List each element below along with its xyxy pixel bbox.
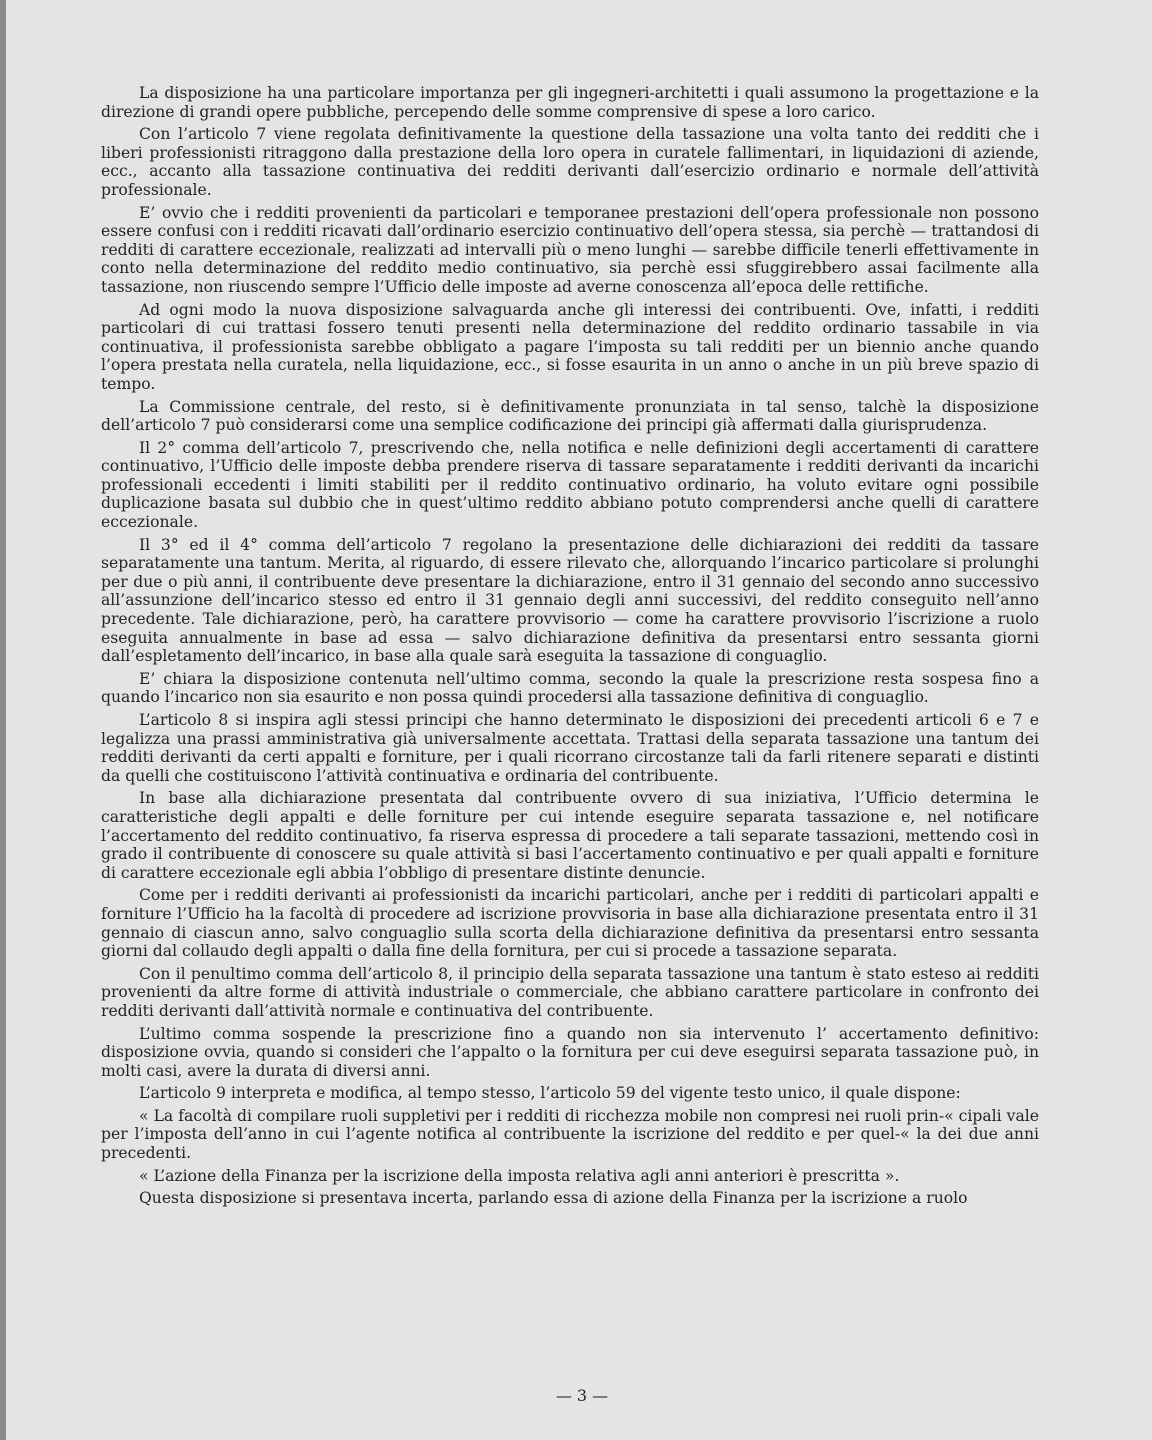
paragraph: L’articolo 8 si inspira agli stessi principi che hanno determinato le disposizioni dei precedenti articoli 6 e 7 e legalizza una prassi amministrativa già universalmente accettata. Trattasi della separata tassazione una tantum dei redditi derivanti da certi appalti e forniture, per i quali ricorrano circostanze tali da farli ritenere separati e distinti da quelli che costituiscono l’attività continuativa e ordinaria del contribuente.: [101, 711, 1039, 785]
paragraph: E’ chiara la disposizione contenuta nell’ultimo comma, secondo la quale la prescrizione resta sospesa fino a quando l’incarico non sia esaurito e non possa quindi procedersi alla tassazione definitiva di conguaglio.: [101, 669, 1039, 707]
paragraph: Come per i redditi derivanti ai professionisti da incarichi particolari, anche per i redditi di particolari appalti e forniture l’Ufficio ha la facoltà di procedere ad iscrizione provvisoria in base alla dichiarazione presentata entro il 31 gennaio di ciascun anno, salvo conguaglio sulla scorta della dichiarazione definitiva da presentarsi entro sessanta giorni dal collaudo degli appalti o dalla fine della fornitura, per cui si procede a tassazione separata.: [101, 886, 1039, 961]
paragraph: Il 2° comma dell’articolo 7, prescrivendo che, nella notifica e nelle definizioni degli accertamenti di carattere continuativo, l’Ufficio delle imposte debba prendere riserva di tassare separatamente i redditi derivanti da incarichi professionali eccedenti i limiti stabiliti per il reddito continuativo ordinario, ha voluto evitare ogni possibile duplicazione basata sul dubbio che in quest’ultimo reddito abbiano potuto comprendersi anche quelli di carattere eccezionale.: [101, 438, 1039, 532]
paragraph: Con il penultimo comma dell’articolo 8, il principio della separata tassazione una tantum è stato esteso ai redditi provenienti da altre forme di attività industriale o commerciale, che abbiano carattere particolare in confronto dei redditi derivanti dall’attività normale e continuativa del contribuente.: [101, 964, 1039, 1020]
paragraph: Con l’articolo 7 viene regolata definitivamente la questione della tassazione una volta tanto dei redditi che i liberi professionisti ritraggono dalla prestazione della loro opera in curatele fallimentari, in liquidazioni di aziende, ecc., accanto alla tassazione continuativa dei redditi derivanti dall’esercizio ordinario e normale dell’attività professionale.: [101, 125, 1039, 199]
paragraph: L’articolo 9 interpreta e modifica, al tempo stesso, l’articolo 59 del vigente testo unico, il quale dispone:: [139, 1084, 961, 1103]
paragraph: Questa disposizione si presentava incerta, parlando essa di azione della Finanza per la iscrizione a ruolo: [139, 1189, 968, 1208]
paragraph: E’ ovvio che i redditi provenienti da particolari e temporanee prestazioni dell’opera professionale non possono essere confusi con i redditi ricavati dall’ordinario esercizio continuativo dell’opera stessa, sia perchè — trattandosi di redditi di carattere eccezionale, realizzati ad intervalli più o meno lunghi — sarebbe difficile tenerli effettivamente in conto nella determinazione del reddito medio continuativo, sia perchè essi sfuggirebbero assai facilmente alla tassazione, non riuscendo sempre l’Ufficio delle imposte ad averne conoscenza all’epoca delle rettifiche.: [101, 203, 1039, 296]
quoted-paragraph: « L’azione della Finanza per la iscrizione della imposta relativa agli anni anteriori è prescritta ».: [139, 1166, 900, 1185]
body-text: [101, 84, 1039, 1212]
quoted-paragraph: « La facoltà di compilare ruoli suppletivi per i redditi di ricchezza mobile non compresi nei ruoli prin-« cipali vale per l’imposta dell’anno in cui l’agente notifica al contribuente la iscrizione del reddito e per quel-« la dei due anni precedenti.: [101, 1106, 1039, 1163]
paragraph: La Commissione centrale, del resto, si è definitivamente pronunziata in tal senso, talchè la disposizione dell’articolo 7 può considerarsi come una semplice codificazione dei principi già affermati dalla giurisprudenza.: [101, 397, 1039, 435]
paragraph: L’ultimo comma sospende la prescrizione fino a quando non sia intervenuto l’ accertamento definitivo: disposizione ovvia, quando si consideri che l’appalto o la fornitura per cui deve eseguirsi separata tassazione può, in molti casi, avere la durata di diversi anni.: [101, 1024, 1039, 1080]
page-number: — 3 —: [555, 1386, 609, 1405]
paragraph: In base alla dichiarazione presentata dal contribuente ovvero di sua iniziativa, l’Ufficio determina le caratteristiche degli appalti e delle forniture per cui intende eseguire separata tassazione e, nel notificare l’accertamento del reddito continuativo, fa riserva espressa di procedere a tali separate tassazioni, mettendo così in grado il contribuente di conoscere su quale attività si basi l’accertamento continuativo e per quali appalti e forniture di carattere eccezionale egli abbia l’obbligo di presentare distinte denuncie.: [101, 789, 1039, 882]
paragraph: Ad ogni modo la nuova disposizione salvaguarda anche gli interessi dei contribuenti. Ove, infatti, i redditi particolari di cui trattasi fossero tenuti presenti nella determinazione del reddito ordinario tassabile in via continuativa, il professionista sarebbe obbligato a pagare l’imposta su tali redditi per un biennio anche quando l’opera prestata nella curatela, nella liquidazione, ecc., si fosse esaurita in un anno o anche in un più breve spazio di tempo.: [101, 300, 1039, 393]
paragraph: Il 3° ed il 4° comma dell’articolo 7 regolano la presentazione delle dichiarazioni dei redditi da tassare separatamente una tantum. Merita, al riguardo, di essere rilevato che, allorquando l’incarico particolare si prolunghi per due o più anni, il contribuente deve presentare la dichiarazione, entro il 31 gennaio del secondo anno successivo all’assunzione dell’incarico stesso ed entro il 31 gennaio degli anni successivi, del reddito conseguito nell’anno precedente. Tale dichiarazione, però, ha carattere provvisorio — come ha carattere provvisorio l’iscrizione a ruolo eseguita annualmente in base ad essa — salvo dichiarazione definitiva da presentarsi entro sessanta giorni dall’espletamento dell’incarico, in base alla quale sarà eseguita la tassazione di conguaglio.: [101, 535, 1039, 666]
paragraph: La disposizione ha una particolare importanza per gli ingegneri-architetti i quali assumono la progettazione e la direzione di grandi opere pubbliche, percependo delle somme comprensive di spese a loro carico.: [101, 84, 1039, 121]
